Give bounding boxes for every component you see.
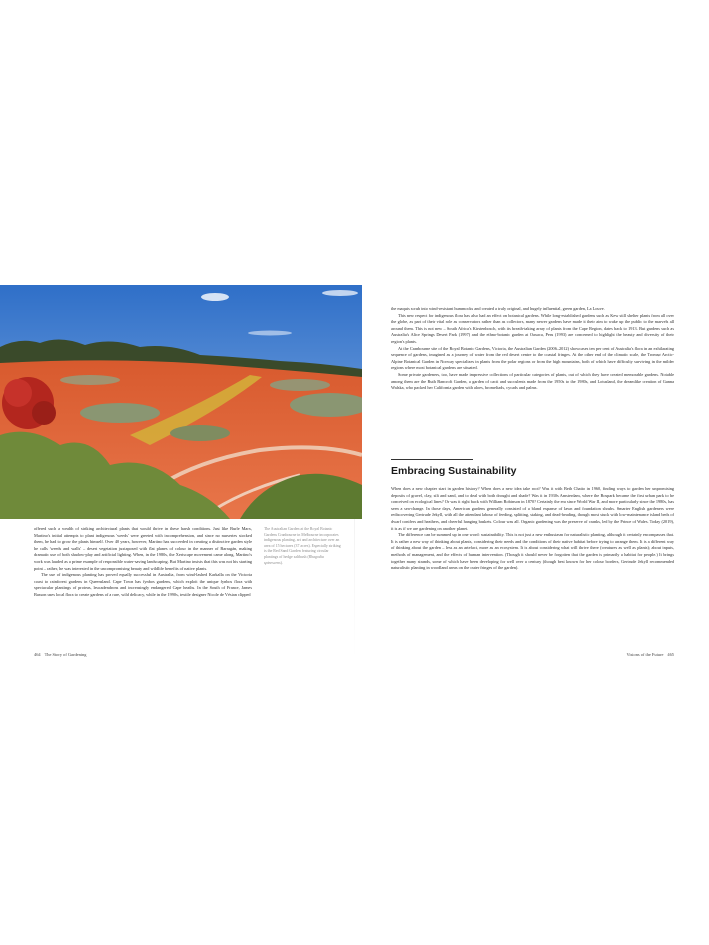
right-paragraph: The difference can be summed up in one word: sustainability. This is not just a new enthusiasm for naturalistic planting, although it certainly encompasses that. It is rather a new way of thinking about plants, considering their needs and the conditions of their native habitat before trying to arrange them. It is a different way of thinking about the garden – less as an artefact, more as an ecosystem. It is about considering what will thrive there (creatures as well as plants); about inputs, methods of management, and the effects of human intervention. (Though it should never be forgotten that the garden is primarily a habitat for people.) It brings together many strands, some of which have been developing for well over a century (though best known for her colour borders, Gertrude Jekyll recommended naturalistic planting in woodland areas on the outer fringes of the garden). — [391, 532, 674, 571]
right-body-text-top — [391, 306, 674, 392]
landscape-photo-icon — [0, 285, 362, 519]
garden-photo — [0, 285, 362, 519]
right-paragraph: Some private gardeners, too, have made impressive collections of particular categories of plants, out of which they have created memorable gardens. Notable among them are the Ruth Bancroft Garden, a garden of cacti and succulents made from the 1950s to the 1980s, and Lotusland, the dreamlike creation of Ganna Walska, who packed her California garden with aloes, bromeliads, cycads and palms. — [391, 371, 674, 391]
right-paragraph: At the Cranbourne site of the Royal Botanic Gardens, Victoria, the Australian Garden (2006–2012) showcases ten per cent of Australia's flora in an exhilarating sequence of gardens, imagined as a journey of water from the red desert centre to the coastal fringes. At the other end of the climatic scale, the Tromsø Arctic-Alpine Botanical Garden in Norway specializes in plants from the polar regions or from the high mountains, both of which have difficulty surviving in the milder regions where most botanical gardens are situated. — [391, 345, 674, 371]
right-paragraph: the maquis scrub into wind-resistant hummocks and created a truly original, and hugely influential, green garden, La Louve. — [391, 306, 605, 311]
left-paragraph: The use of indigenous planting has proved equally successful in Australia, from wind-lashed Karkalla on the Victoria coast to rainforest gardens in Queensland. Cape Town has fynbos gardens, which exploit the unique fynbos flora with spectacular plantings of proteas, leucadendrons and increasingly endangered Cape heaths. In the South of France, James Basson uses local flora to create gardens of a rare, wild delicacy, while in the 1990s, textile designer Nicole de Vésian clipped — [34, 572, 252, 597]
left-folio — [34, 652, 86, 657]
book-title: The Story of Gardening — [44, 652, 87, 657]
page-number-left: 464 — [34, 652, 41, 657]
left-body-text — [34, 526, 252, 599]
chapter-title: Visions of the Future — [626, 652, 664, 657]
caption-italic: Rhagodia spinescens — [264, 554, 324, 565]
photo-caption — [264, 527, 342, 566]
left-paragraph: offered such a wealth of striking architectural plants that would thrive in these harsh conditions. Just like Burle Marx, Martino's initial attempts to plant indigenous 'weeds' were greeted with incomprehension, and since no nurseries stocked them, he had to grow the plants himself. Over 40 years, however, Martino has succeeded in creating a distinctive garden style he calls 'weeds and walls' – desert vegetation juxtaposed with flat planes of colour in the manner of Barragán, making dramatic use of both shadow-play and artificial lighting. When, in the 1980s, the Xeriscape movement came along, Martino's work was lauded as a prime example of responsible water-saving landscaping. But Martino insists that this was not his starting point – rather, he was interested in the uncompromising beauty and wildlife benefits of native plants. — [34, 526, 252, 571]
page-number-right: 465 — [667, 652, 674, 657]
right-paragraph: This new respect for indigenous flora has also had an effect on botanical gardens. While long-established gardens such as Kew still shelter plants from all over the globe, as part of their vital role as conservators rather than as collectors, many newer gardens have made it their aim to wake up the public to the marvels all around them. This is not new – South Africa's Kirstenbosch, with its breath-taking array of plants from the Cape Region, dates back to 1913. But gardens such as Australia's Alice Springs Desert Park (1997) and the ethno-botanic garden at Oaxaca, Peru (1993) are concerned to highlight the beauty and diversity of their region's plants. — [391, 312, 674, 344]
right-paragraph: When does a new chapter start in garden history? When does a new idea take root? Was it with Beth Chatto in 1960, finding ways to garden her unpromising deposits of gravel, clay, silt and sand, and to deal with both drought and shade? Was it in 1930s Amsterdam, where the Bospark became the first urban park to be conceived on ecological lines? Or was it right back with William Robinson in 1870? Certainly the era since World War II, and more particularly since the 1980s, has seen a sea-change. In those days, American gardens generally consisted of a bland expanse of lawn and foundation shrubs. Smarter English gardeners were rediscovering Gertrude Jekyll, with all the attendant labour of feeding, splitting, staking, and dead-heading, though most stuck with low-maintenance island beds of dwarf conifers and heathers, and cheerful hanging baskets. Colour was all. Organic gardening was the preserve of cranks, led by the Prince of Wales. Today (2019), it is as if we are gardening on another planet. — [391, 486, 674, 531]
caption-text: The Australian Garden at the Royal Botanic Gardens Cranbourne in Melbourne incorporates indigenous planting, art and architecture over an area of 15 hectares (37 acres). Especially striking is the Red Sand Garden featuring circular plantings of hedge saltbush ( — [264, 527, 341, 559]
caption-end: ). — [280, 560, 283, 565]
right-body-text-bottom — [391, 486, 674, 572]
right-folio — [626, 652, 674, 657]
section-rule — [391, 459, 473, 460]
section-heading: Embracing Sustainability — [391, 465, 517, 477]
